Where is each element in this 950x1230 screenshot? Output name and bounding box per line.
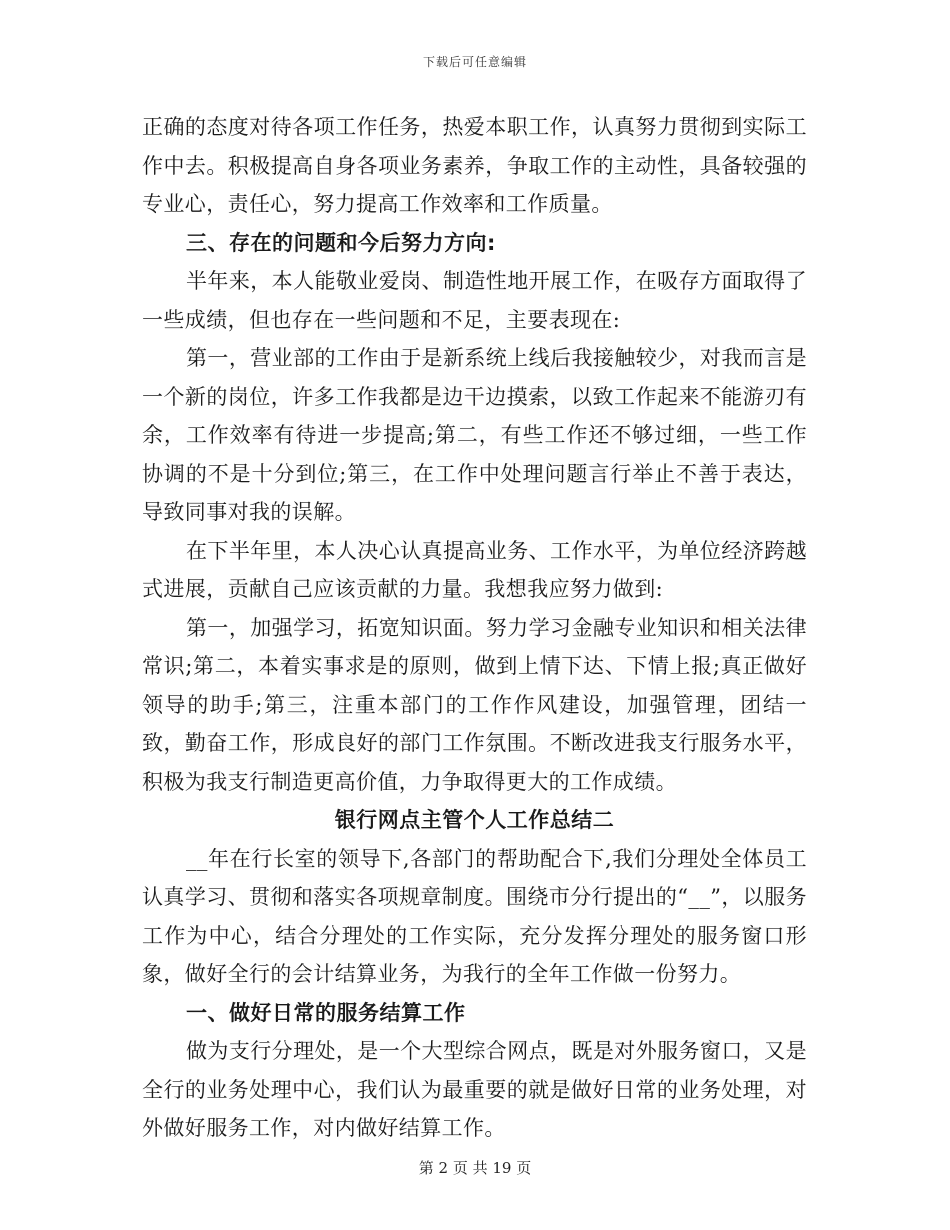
page-number: 第 2 页 共 19 页 [418, 1159, 532, 1177]
branch-role-paragraph: 做为支行分理处，是一个大型综合网点，既是对外服务窗口，又是全行的业务处理中心，我们认为最重要的就是做好日常的业务处理，对外做好服务工作，对内做好结算工作。 [142, 1039, 807, 1140]
document-title-2: 银行网点主管个人工作总结二 [334, 808, 615, 832]
half-year-paragraph: 半年来，本人能敬业爱岗、制造性地开展工作，在吸存方面取得了一些成绩，但也存在一些问题和不足，主要表现在: [142, 269, 807, 332]
page-header: 下载后可任意编辑 [422, 55, 527, 69]
document-body [142, 108, 807, 1148]
intro-paragraph: 正确的态度对待各项工作任务，热爱本职工作，认真努力贯彻到实际工作中去。积极提高自身各项业务素养，争取工作的主动性，具备较强的专业心，责任心，努力提高工作效率和工作质量。 [142, 115, 807, 216]
year-summary-paragraph: __年在行长室的领导下,各部门的帮助配合下,我们分理处全体员工认真学习、贯彻和落实各项规章制度。围绕市分行提出的“__”，以服务工作为中心，结合分理处的工作实际，充分发挥分理处的服务窗口形象，做好全行的会计结算业务，为我行的全年工作做一份努力。 [142, 846, 807, 986]
plan-paragraph: 第一，加强学习，拓宽知识面。努力学习金融专业知识和相关法律常识;第二，本着实事求是的原则，做到上情下达、下情上报;真正做好领导的助手;第三，注重本部门的工作作风建设，加强管理，团结一致，勤奋工作，形成良好的部门工作氛围。不断改进我支行服务水平，积极为我支行制造更高价值，力争取得更大的工作成绩。 [142, 615, 807, 794]
section-heading-daily-work: 一、做好日常的服务结算工作 [186, 1000, 466, 1025]
next-half-paragraph: 在下半年里，本人决心认真提高业务、工作水平，为单位经济跨越式进展，贡献自己应该贡献的力量。我想我应努力做到: [142, 538, 807, 601]
shortcomings-paragraph: 第一，营业部的工作由于是新系统上线后我接触较少，对我而言是一个新的岗位，许多工作我都是边干边摸索，以致工作起来不能游刃有余，工作效率有待进一步提高;第二，有些工作还不够过细，一些工作协调的不是十分到位;第三，在工作中处理问题言行举止不善于表达，导致同事对我的误解。 [142, 346, 807, 524]
section-heading-problems: 三、存在的问题和今后努力方向: [186, 230, 496, 255]
